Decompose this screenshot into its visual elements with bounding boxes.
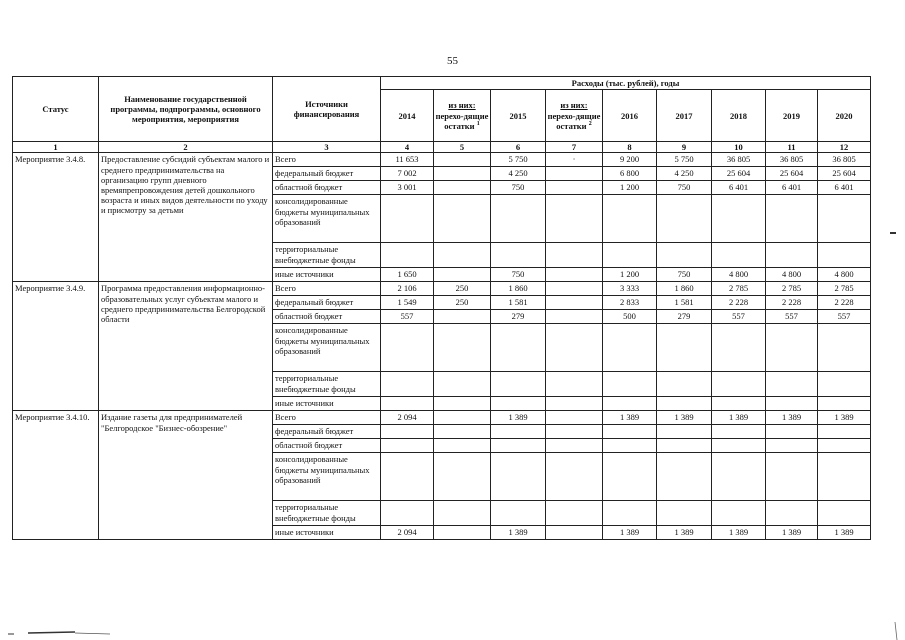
value-cell [491, 243, 546, 268]
page-number: 55 [447, 55, 458, 67]
value-cell [712, 324, 766, 372]
activity-name: Программа предоставления информационно-образовательных услуг субъектам малого и среднего предпринимательства Белгородской области [99, 282, 273, 411]
value-cell [434, 181, 491, 195]
value-cell: 750 [657, 181, 712, 195]
header-year: 2014 [381, 90, 434, 142]
value-cell [546, 324, 603, 372]
value-cell: 1 389 [491, 411, 546, 425]
value-cell [818, 425, 871, 439]
header-name: Наименование государственной программы, подпрограммы, основного мероприятия, мероприятия [99, 77, 273, 142]
source-regional: областной бюджет [273, 310, 381, 324]
value-cell [434, 195, 491, 243]
value-cell [434, 310, 491, 324]
col-number: 5 [434, 142, 491, 153]
value-cell: · [546, 153, 603, 167]
activity-status: Мероприятие 3.4.10. [13, 411, 99, 540]
value-cell: 557 [381, 310, 434, 324]
value-cell: 1 389 [491, 526, 546, 540]
value-cell: 25 604 [818, 167, 871, 181]
value-cell [657, 501, 712, 526]
col-number: 6 [491, 142, 546, 153]
col-number: 11 [766, 142, 818, 153]
value-cell [766, 501, 818, 526]
source-other: иные источники [273, 526, 381, 540]
activity-status: Мероприятие 3.4.8. [13, 153, 99, 282]
margin-mark [890, 232, 896, 234]
activity-name: Предоставление субсидий субъектам малого и среднего предпринимательства на организацию групп дневного времяпрепровождения детей дошкольного возраста и иных видов деятельности по уходу и присмотру за детьми [99, 153, 273, 282]
source-regional: областной бюджет [273, 439, 381, 453]
value-cell [381, 439, 434, 453]
value-cell: 250 [434, 282, 491, 296]
header-carryover-2015 [546, 90, 603, 142]
value-cell: 557 [766, 310, 818, 324]
value-cell [712, 397, 766, 411]
col-number: 7 [546, 142, 603, 153]
value-cell [603, 243, 657, 268]
value-cell [712, 195, 766, 243]
value-cell: 6 401 [818, 181, 871, 195]
value-cell [712, 425, 766, 439]
value-cell: 279 [657, 310, 712, 324]
table-header [13, 77, 871, 153]
value-cell [546, 268, 603, 282]
value-cell [818, 501, 871, 526]
value-cell [712, 439, 766, 453]
value-cell [818, 372, 871, 397]
value-cell [818, 439, 871, 453]
source-extrabudgetary: территориальные внебюджетные фонды [273, 372, 381, 397]
value-cell [546, 501, 603, 526]
source-regional: областной бюджет [273, 181, 381, 195]
value-cell [712, 243, 766, 268]
value-cell: 36 805 [712, 153, 766, 167]
footnote-2: 2 [588, 120, 592, 127]
value-cell [712, 501, 766, 526]
table-row [13, 411, 871, 425]
value-cell [766, 372, 818, 397]
value-cell [766, 324, 818, 372]
value-cell [546, 243, 603, 268]
value-cell: 2 785 [766, 282, 818, 296]
value-cell [434, 411, 491, 425]
value-cell: 750 [491, 181, 546, 195]
value-cell [434, 243, 491, 268]
value-cell [491, 324, 546, 372]
value-cell [712, 453, 766, 501]
table-row [13, 282, 871, 296]
value-cell [491, 397, 546, 411]
value-cell: 2 228 [766, 296, 818, 310]
col-number: 9 [657, 142, 712, 153]
value-cell [818, 243, 871, 268]
value-cell: 4 800 [818, 268, 871, 282]
value-cell: 3 001 [381, 181, 434, 195]
source-total: Всего [273, 411, 381, 425]
value-cell: 1 389 [766, 411, 818, 425]
source-federal: федеральный бюджет [273, 425, 381, 439]
value-cell: 3 333 [603, 282, 657, 296]
value-cell: 1 549 [381, 296, 434, 310]
budget-table [12, 76, 871, 540]
value-cell: 4 800 [712, 268, 766, 282]
value-cell: 9 200 [603, 153, 657, 167]
value-cell [434, 167, 491, 181]
carryover-text: перехо-дящие остатки [547, 110, 601, 131]
value-cell: 1 200 [603, 181, 657, 195]
col-number: 2 [99, 142, 273, 153]
value-cell [766, 453, 818, 501]
value-cell: 557 [818, 310, 871, 324]
value-cell [712, 372, 766, 397]
value-cell [766, 425, 818, 439]
value-cell [546, 526, 603, 540]
scan-artifact [0, 620, 905, 640]
col-number: 10 [712, 142, 766, 153]
header-year: 2019 [766, 90, 818, 142]
value-cell: 1 389 [657, 411, 712, 425]
value-cell: 6 401 [712, 181, 766, 195]
value-cell: 2 228 [818, 296, 871, 310]
value-cell [657, 425, 712, 439]
source-other: иные источники [273, 397, 381, 411]
value-cell: 36 805 [766, 153, 818, 167]
source-total: Всего [273, 153, 381, 167]
value-cell: 25 604 [712, 167, 766, 181]
value-cell: 7 002 [381, 167, 434, 181]
value-cell [603, 372, 657, 397]
value-cell: 25 604 [766, 167, 818, 181]
col-number: 3 [273, 142, 381, 153]
value-cell [603, 501, 657, 526]
col-number: 12 [818, 142, 871, 153]
value-cell [381, 501, 434, 526]
value-cell: 2 785 [818, 282, 871, 296]
value-cell [818, 397, 871, 411]
of-them-label: из них: [448, 100, 476, 111]
header-sources: Источники финансирования [273, 77, 381, 142]
value-cell: 2 833 [603, 296, 657, 310]
value-cell [434, 453, 491, 501]
col-number: 8 [603, 142, 657, 153]
value-cell [434, 425, 491, 439]
value-cell: 1 860 [491, 282, 546, 296]
value-cell [546, 310, 603, 324]
value-cell [434, 501, 491, 526]
header-year: 2018 [712, 90, 766, 142]
value-cell [657, 453, 712, 501]
value-cell: 1 389 [818, 526, 871, 540]
value-cell: 1 389 [603, 411, 657, 425]
header-year: 2016 [603, 90, 657, 142]
value-cell [546, 425, 603, 439]
value-cell: 5 750 [491, 153, 546, 167]
value-cell [491, 501, 546, 526]
value-cell: 500 [603, 310, 657, 324]
value-cell: 1 860 [657, 282, 712, 296]
header-year: 2017 [657, 90, 712, 142]
value-cell [381, 372, 434, 397]
value-cell [657, 324, 712, 372]
value-cell [434, 372, 491, 397]
value-cell [434, 526, 491, 540]
source-federal: федеральный бюджет [273, 167, 381, 181]
source-municipal: консолидированные бюджеты муниципальных образований [273, 453, 381, 501]
value-cell [766, 397, 818, 411]
value-cell [766, 439, 818, 453]
table-row [13, 153, 871, 167]
value-cell [818, 453, 871, 501]
value-cell [657, 439, 712, 453]
value-cell [546, 282, 603, 296]
value-cell: 11 653 [381, 153, 434, 167]
value-cell [766, 243, 818, 268]
value-cell: 2 106 [381, 282, 434, 296]
value-cell: 1 389 [818, 411, 871, 425]
header-status: Статус [13, 77, 99, 142]
value-cell: 2 094 [381, 526, 434, 540]
value-cell [434, 397, 491, 411]
value-cell [491, 453, 546, 501]
value-cell [546, 411, 603, 425]
col-number: 1 [13, 142, 99, 153]
header-expenses-title: Расходы (тыс. рублей), годы [381, 77, 871, 90]
value-cell: 750 [657, 268, 712, 282]
value-cell [546, 372, 603, 397]
activity-status: Мероприятие 3.4.9. [13, 282, 99, 411]
value-cell [603, 425, 657, 439]
carryover-text: перехо-дящие остатки [435, 110, 489, 131]
activity-name: Издание газеты для предпринимателей "Белгородское "Бизнес-обозрение" [99, 411, 273, 540]
source-federal: федеральный бюджет [273, 296, 381, 310]
source-other: иные источники [273, 268, 381, 282]
value-cell: 1 389 [657, 526, 712, 540]
value-cell: 557 [712, 310, 766, 324]
value-cell: 2 094 [381, 411, 434, 425]
value-cell [603, 439, 657, 453]
value-cell [491, 425, 546, 439]
value-cell [657, 195, 712, 243]
value-cell [546, 453, 603, 501]
column-number-row [13, 142, 871, 153]
value-cell [657, 243, 712, 268]
value-cell: 6 401 [766, 181, 818, 195]
col-number: 4 [381, 142, 434, 153]
carryover-label [434, 111, 490, 131]
source-extrabudgetary: территориальные внебюджетные фонды [273, 501, 381, 526]
value-cell [603, 397, 657, 411]
value-cell [434, 324, 491, 372]
footnote-1: 1 [476, 120, 480, 127]
source-extrabudgetary: территориальные внебюджетные фонды [273, 243, 381, 268]
value-cell: 250 [434, 296, 491, 310]
value-cell [381, 324, 434, 372]
value-cell [603, 453, 657, 501]
value-cell [657, 397, 712, 411]
value-cell: 2 785 [712, 282, 766, 296]
value-cell [546, 296, 603, 310]
value-cell [546, 439, 603, 453]
of-them-label: из них: [560, 100, 588, 111]
value-cell [434, 268, 491, 282]
source-total: Всего [273, 282, 381, 296]
value-cell: 1 581 [657, 296, 712, 310]
source-municipal: консолидированные бюджеты муниципальных образований [273, 324, 381, 372]
value-cell [434, 439, 491, 453]
value-cell [491, 439, 546, 453]
value-cell: 1 389 [712, 526, 766, 540]
value-cell: 5 750 [657, 153, 712, 167]
value-cell: 6 800 [603, 167, 657, 181]
value-cell [491, 372, 546, 397]
value-cell [491, 195, 546, 243]
value-cell: 4 250 [657, 167, 712, 181]
value-cell: 1 389 [766, 526, 818, 540]
value-cell [546, 195, 603, 243]
value-cell [603, 324, 657, 372]
value-cell [381, 243, 434, 268]
value-cell: 2 228 [712, 296, 766, 310]
value-cell [381, 453, 434, 501]
value-cell: 36 805 [818, 153, 871, 167]
value-cell: 4 250 [491, 167, 546, 181]
table-body [13, 153, 871, 540]
header-carryover-2014 [434, 90, 491, 142]
value-cell [546, 181, 603, 195]
value-cell [766, 195, 818, 243]
value-cell [381, 425, 434, 439]
header-year: 2020 [818, 90, 871, 142]
value-cell: 1 389 [712, 411, 766, 425]
value-cell [381, 397, 434, 411]
value-cell: 1 200 [603, 268, 657, 282]
value-cell [381, 195, 434, 243]
value-cell: 4 800 [766, 268, 818, 282]
value-cell: 279 [491, 310, 546, 324]
value-cell: 1 389 [603, 526, 657, 540]
carryover-label [546, 111, 602, 131]
value-cell: 1 650 [381, 268, 434, 282]
value-cell [818, 195, 871, 243]
value-cell: 1 581 [491, 296, 546, 310]
value-cell [818, 324, 871, 372]
source-municipal: консолидированные бюджеты муниципальных образований [273, 195, 381, 243]
value-cell [546, 397, 603, 411]
value-cell [603, 195, 657, 243]
header-year: 2015 [491, 90, 546, 142]
value-cell [546, 167, 603, 181]
value-cell [434, 153, 491, 167]
value-cell: 750 [491, 268, 546, 282]
value-cell [657, 372, 712, 397]
